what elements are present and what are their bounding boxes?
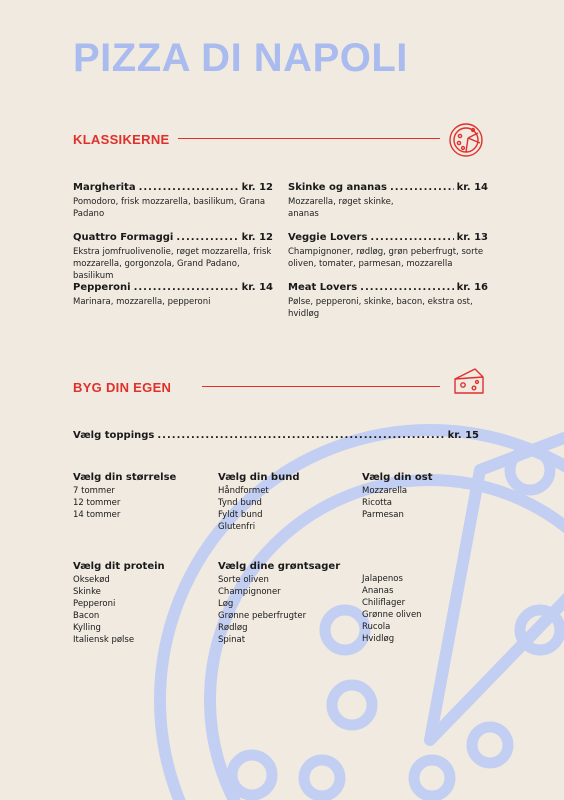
section-divider: [178, 138, 440, 139]
group-title: Vælg din størrelse: [73, 472, 177, 483]
item-description: Mozzarella, røget skinke, ananas: [288, 197, 394, 219]
option-item: Italiensk pølse: [73, 635, 135, 645]
option-item: Spinat: [218, 635, 246, 645]
option-group-protein: [73, 561, 165, 646]
menu-item-skinke-og-ananas: [288, 182, 488, 220]
item-description: Pølse, pepperoni, skinke, bacon, ekstra ost, hvidløg: [288, 297, 473, 319]
option-item: Sorte oliven: [218, 575, 269, 585]
option-item: Mozzarella: [362, 486, 408, 496]
cheese-icon: [452, 365, 486, 399]
page-title: PIZZA DI NAPOLI: [73, 36, 408, 80]
option-item: Rødløg: [218, 623, 248, 633]
option-group-vegetables: [218, 561, 340, 646]
option-item: Tynd bund: [218, 498, 262, 508]
item-price: kr. 16: [456, 282, 488, 293]
item-price: kr. 12: [241, 182, 273, 193]
option-item: Glutenfri: [218, 522, 256, 532]
section-divider: [202, 386, 440, 387]
option-item: Champignoner: [218, 587, 281, 597]
item-name: Pepperoni: [73, 282, 131, 293]
menu-item-pepperoni: [73, 282, 273, 308]
option-item: Parmesan: [362, 510, 404, 520]
toppings-line: [73, 430, 479, 441]
option-item: Chiliflager: [362, 598, 406, 608]
toppings-price: kr. 15: [447, 430, 479, 441]
item-price: kr. 14: [456, 182, 488, 193]
item-description: Pomodoro, frisk mozzarella, basilikum, Grana Padano: [73, 197, 266, 219]
option-item: Kylling: [73, 623, 101, 633]
option-item: Hvidløg: [362, 634, 395, 644]
option-item: Oksekød: [73, 575, 110, 585]
option-item: Fyldt bund: [218, 510, 263, 520]
option-item: Grønne peberfrugter: [218, 611, 307, 621]
option-item: Rucola: [362, 622, 391, 632]
item-description: Champignoner, rødløg, grøn peberfrugt, sorte oliven, tomater, parmesan, mozzarella: [288, 247, 484, 269]
option-group-size: [73, 472, 176, 521]
item-price: kr. 14: [241, 282, 273, 293]
menu-item-meat-lovers: [288, 282, 488, 320]
pizza-icon: [447, 121, 485, 159]
option-group-cheese: [362, 472, 433, 521]
section-heading-byg-din-egen: BYG DIN EGEN: [73, 380, 172, 395]
item-name: Skinke og ananas: [288, 182, 387, 193]
option-item: 14 tommer: [73, 510, 121, 520]
option-item: Jalapenos: [362, 574, 403, 584]
group-title: Vælg din bund: [218, 472, 300, 483]
option-item: Bacon: [73, 611, 100, 621]
section-heading-klassikerne: KLASSIKERNE: [73, 132, 170, 147]
option-item: 7 tommer: [73, 486, 115, 496]
option-item: 12 tommer: [73, 498, 121, 508]
option-group-crust: [218, 472, 299, 533]
item-price: kr. 13: [456, 232, 488, 243]
option-item: Løg: [218, 599, 234, 609]
item-name: Margherita: [73, 182, 136, 193]
item-description: Ekstra jomfruolivenolie, røget mozzarella, frisk mozzarella, gorgonzola, Grand Padano, basilikum: [73, 247, 272, 281]
menu-item-veggie-lovers: [288, 232, 488, 270]
menu-item-margherita: [73, 182, 273, 220]
item-name: Veggie Lovers: [288, 232, 368, 243]
group-title: Vælg din ost: [362, 472, 433, 483]
item-name: Meat Lovers: [288, 282, 358, 293]
item-name: Quattro Formaggi: [73, 232, 174, 243]
menu-item-quattro-formaggi: [73, 232, 273, 282]
option-item: Håndformet: [218, 486, 269, 496]
option-item: Grønne oliven: [362, 610, 422, 620]
item-description: Marinara, mozzarella, pepperoni: [73, 297, 211, 307]
option-item: Skinke: [73, 587, 101, 597]
option-item: Ananas: [362, 586, 394, 596]
group-title: Vælg dine grøntsager: [218, 561, 341, 572]
group-title: Vælg dit protein: [73, 561, 165, 572]
option-item: Ricotta: [362, 498, 393, 508]
option-item: Pepperoni: [73, 599, 116, 609]
option-group-vegetables-continued: [362, 573, 422, 645]
toppings-label: Vælg toppings: [73, 430, 155, 441]
item-price: kr. 12: [241, 232, 273, 243]
